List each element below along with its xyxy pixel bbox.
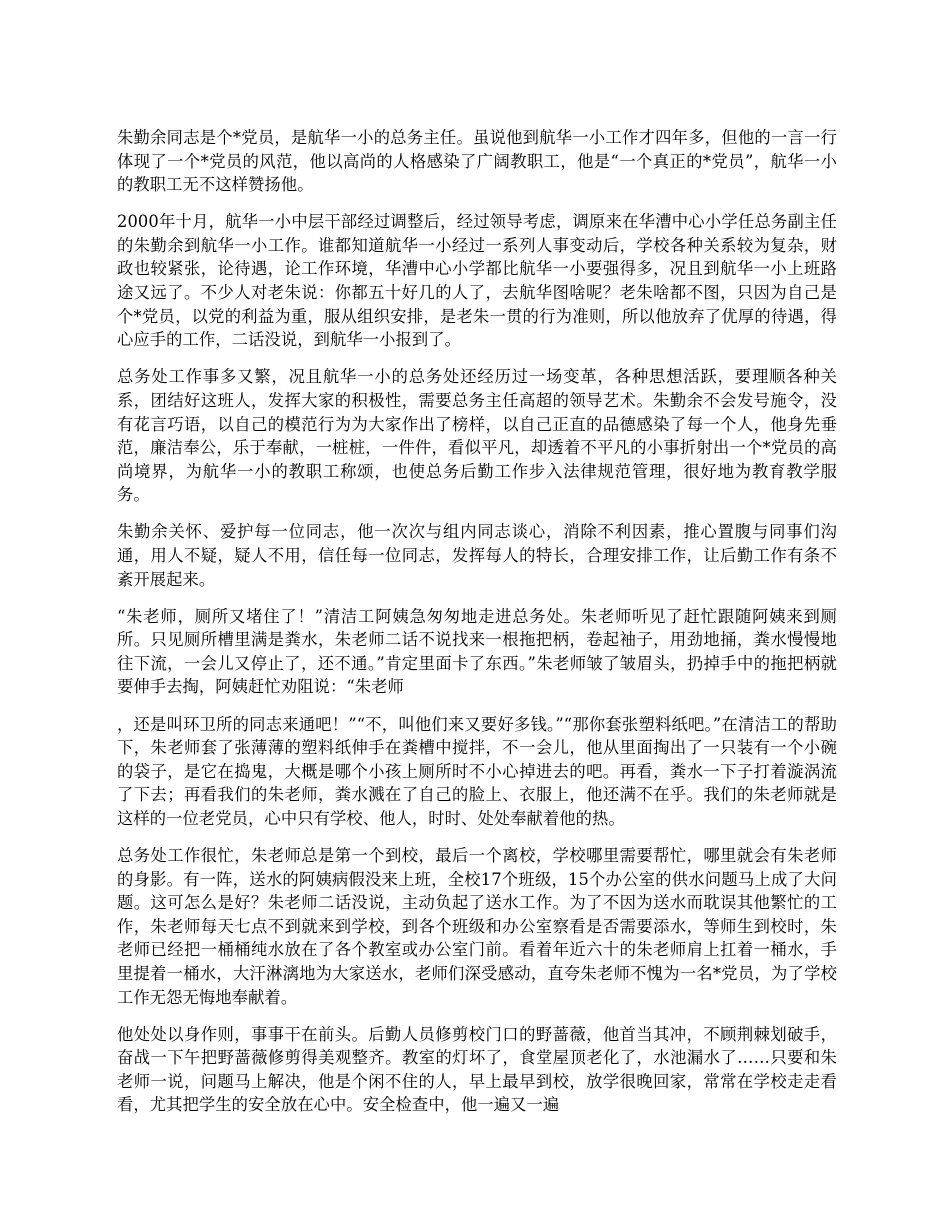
paragraph-example: 他处处以身作则，事事干在前头。后勤人员修剪校门口的野蔷薇，他首当其冲，不顾荆棘划破手，奋战一下午把野蔷薇修剪得美观整齐。教室的灯坏了，食堂屋顶老化了，水池漏水了……只要和朱老师一说，问题马上解决，他是个闲不住的人，早上最早到校，放学很晚回家，常常在学校走走看看，尤其把学生的安全放在心中。安全检查中，他一遍又一遍: [117, 1024, 837, 1115]
paragraph-water-delivery: 总务处工作很忙，朱老师总是第一个到校，最后一个离校，学校哪里需要帮忙，哪里就会有朱老师的身影。有一阵，送水的阿姨病假没来上班，全校17个班级，15个办公室的供水问题马上成了大问题。这可怎么是好？朱老师二话没说，主动负起了送水工作。为了不因为送水而耽误其他繁忙的工作，朱老师每天七点不到就来到学校，到各个班级和办公室察看是否需要添水，等师生到校时，朱老师已经把一桶桶纯水放在了各个教室或办公室门前。看着年近六十的朱老师肩上扛着一桶水，手里提着一桶水，大汗淋漓地为大家送水，老师们深受感动，直夸朱老师不愧为一名*党员，为了学校工作无怨无悔地奉献着。: [117, 846, 837, 1007]
paragraph-leadership: 总务处工作事多又繁，况且航华一小的总务处还经历过一场变革，各种思想活跃，要理顺各种关系，团结好这班人，发挥大家的积极性，需要总务主任高超的领导艺术。朱勤余不会发号施令，没有花言巧语，以自己的模范行为为大家作出了榜样，以自己正直的品德感染了每一个人，他身先垂范，廉洁奉公，乐于奉献，一桩桩，一件件，看似平凡，却透着不平凡的小事折射出一个*党员的高尚境界，为航华一小的教职工称颂，也使总务后勤工作步入法律规范管理，很好地为教育教学服务。: [117, 367, 837, 505]
paragraph-toilet-story-continued: ，还是叫环卫所的同志来通吧！”“不，叫他们来又要好多钱。”“那你套张塑料纸吧。”在清洁工的帮助下，朱老师套了张薄薄的塑料纸伸手在粪槽中搅拌，不一会儿，他从里面掏出了一只装有一个小碗的袋子，是它在捣鬼，大概是哪个小孩上厕所时不小心掉进去的吧。再看，粪水一下子打着漩涡流了下去；再看我们的朱老师，粪水溅在了自己的脸上、衣服上，他还满不在乎。我们的朱老师就是这样的一位老党员，心中只有学校、他人，时时、处处奉献着他的热。: [117, 714, 837, 828]
paragraph-care: 朱勤余关怀、爱护每一位同志，他一次次与组内同志谈心，消除不利因素，推心置腹与同事们沟通，用人不疑，疑人不用，信任每一位同志，发挥每人的特长，合理安排工作，让后勤工作有条不紊开展起来。: [117, 522, 837, 589]
paragraph-toilet-story: “朱老师，厕所又堵住了！”清洁工阿姨急匆匆地走进总务处。朱老师听见了赶忙跟随阿姨来到厕所。只见厕所槽里满是粪水，朱老师二话不说找来一根拖把柄，卷起袖子，用劲地捅，粪水慢慢地往下流，一会儿又停止了，还不通。”肯定里面卡了东西。”朱老师皱了皱眉头，扔掉手中的拖把柄就要伸手去掏，阿姨赶忙劝阻说：“朱老师: [117, 606, 837, 697]
paragraph-intro: 朱勤余同志是个*党员，是航华一小的总务主任。虽说他到航华一小工作才四年多，但他的一言一行体现了一个*党员的风范，他以高尚的人格感染了广阔教职工，他是“一个真正的*党员”，航华一小的教职工无不这样赞扬他。: [117, 128, 837, 195]
document-body: [117, 126, 837, 1131]
paragraph-transfer: 2000年十月，航华一小中层干部经过调整后，经过领导考虑，调原来在华漕中心小学任总务副主任的朱勤余到航华一小工作。谁都知道航华一小经过一系列人事变动后，学校各种关系较为复杂，财政也较紧张，论待遇，论工作环境，华漕中心小学都比航华一小要强得多，况且到航华一小上班路途又远了。不少人对老朱说：你都五十好几的人了，去航华图啥呢？老朱啥都不图，只因为自己是个*党员，以党的利益为重，服从组织安排，是老朱一贯的行为准则，所以他放弃了优厚的待遇，得心应手的工作，二话没说，到航华一小报到了。: [117, 212, 837, 350]
